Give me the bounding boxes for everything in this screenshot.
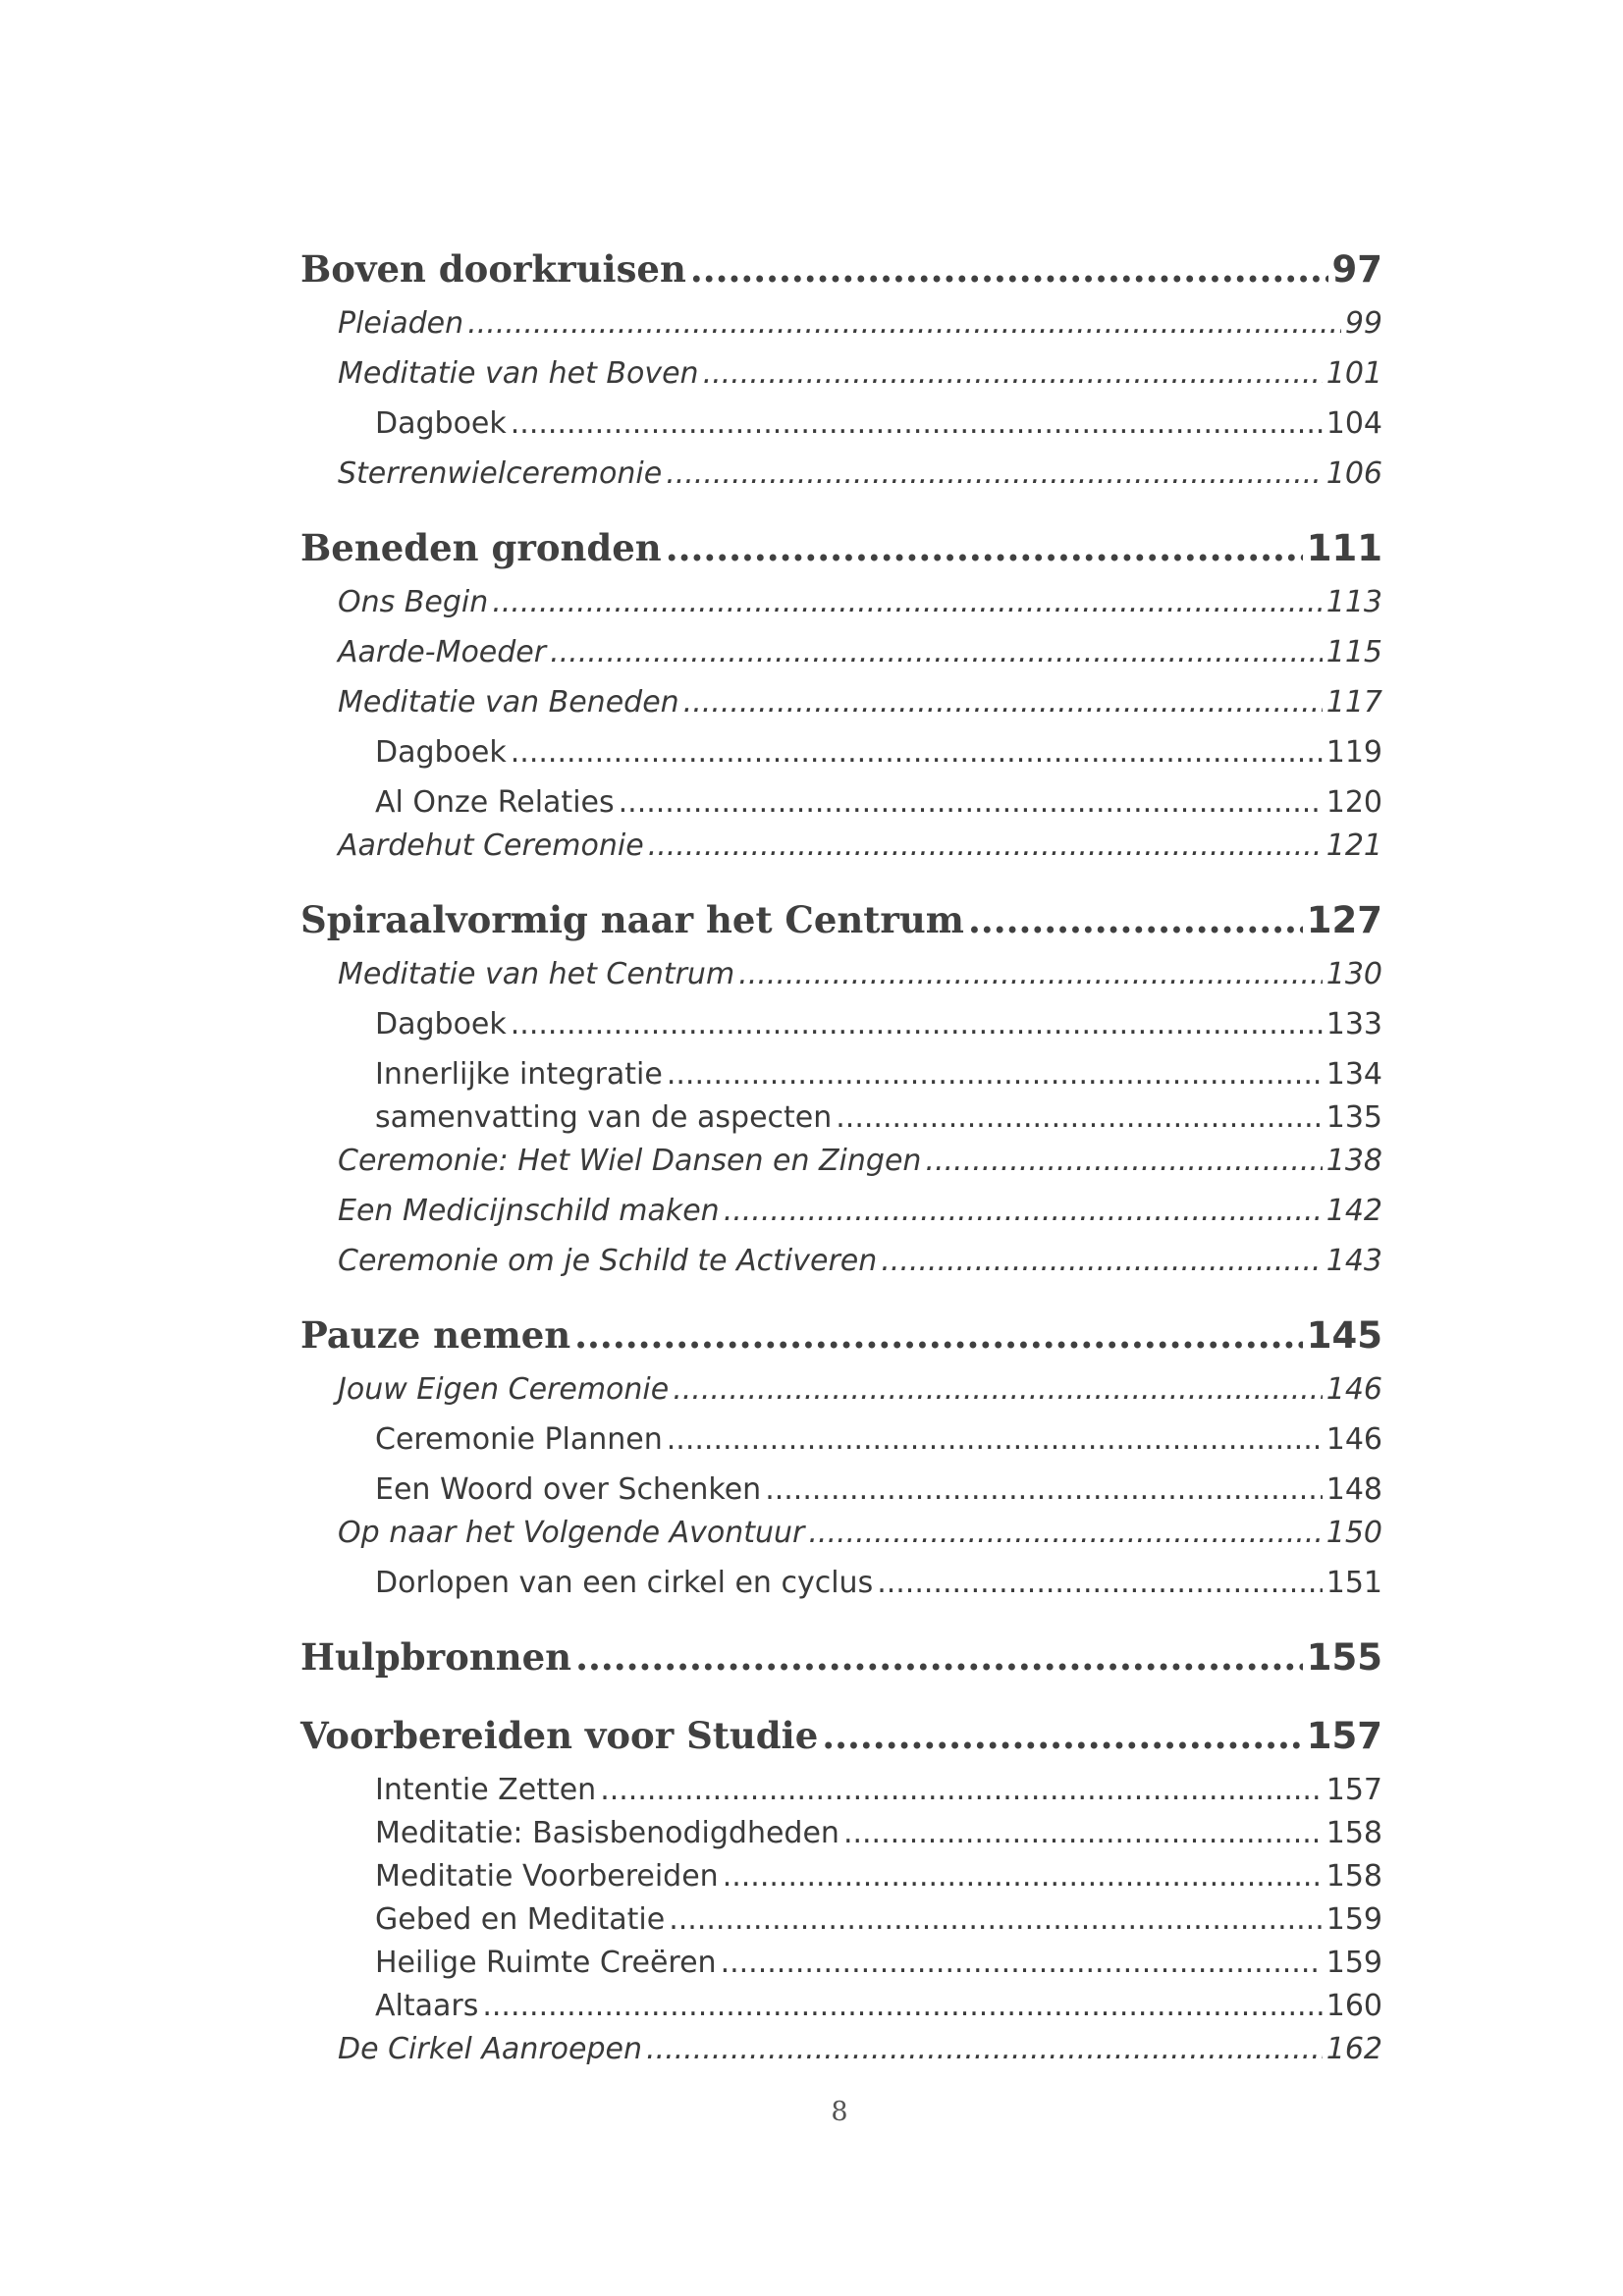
- toc-entry-level-1: [300, 1635, 1382, 1694]
- table-of-contents: [300, 247, 1382, 2082]
- toc-entry-title: Altaars: [375, 1989, 479, 2023]
- dot-leader: [600, 1773, 1323, 1807]
- toc-entry-level-2: [300, 635, 1382, 685]
- toc-entry-level-2: [300, 1144, 1382, 1194]
- toc-entry-title: Pauze nemen: [300, 1313, 571, 1357]
- toc-entry-page: 119: [1325, 735, 1382, 770]
- dot-leader: [968, 898, 1303, 941]
- toc-entry-level-3: [300, 406, 1382, 456]
- toc-entry-title: Ceremonie: Het Wiel Dansen en Zingen: [338, 1144, 922, 1178]
- dot-leader: [648, 828, 1323, 863]
- toc-entry-level-1: [300, 898, 1382, 957]
- dot-leader: [822, 1714, 1302, 1757]
- toc-entry-page: 133: [1325, 1007, 1382, 1041]
- toc-entry-title: Jouw Eigen Ceremonie: [338, 1372, 670, 1407]
- dot-leader: [575, 1635, 1303, 1679]
- toc-entry-page: 115: [1325, 635, 1382, 669]
- toc-entry-level-3: [300, 1422, 1382, 1472]
- toc-entry-level-3: [300, 1566, 1382, 1616]
- toc-entry-level-2: [300, 1516, 1382, 1566]
- toc-entry-level-2: [300, 2032, 1382, 2082]
- dot-leader: [511, 735, 1323, 770]
- toc-entry-page: 160: [1325, 1989, 1382, 2023]
- toc-entry-level-2: [300, 957, 1382, 1007]
- toc-entry-page: 158: [1325, 1816, 1382, 1850]
- toc-entry-title: Aardehut Ceremonie: [338, 828, 644, 863]
- toc-entry-page: 146: [1325, 1422, 1382, 1457]
- toc-entry-page: 111: [1306, 527, 1382, 569]
- toc-entry-page: 150: [1325, 1516, 1382, 1550]
- toc-entry-title: Voorbereiden voor Studie: [300, 1714, 819, 1757]
- dot-leader: [666, 526, 1303, 569]
- toc-entry-title: Ons Begin: [338, 585, 489, 619]
- toc-entry-level-3: [300, 1007, 1382, 1057]
- toc-entry-page: 121: [1325, 828, 1382, 863]
- toc-entry-page: 117: [1325, 685, 1382, 720]
- dot-leader: [673, 1372, 1323, 1407]
- dot-leader: [511, 1007, 1323, 1041]
- toc-entry-title: Intentie Zetten: [375, 1773, 597, 1807]
- toc-entry-page: 159: [1325, 1946, 1382, 1980]
- toc-entry-level-2: [300, 1244, 1382, 1294]
- toc-entry-level-3: [300, 735, 1382, 785]
- toc-entry-title: Aarde-Moeder: [338, 635, 547, 669]
- toc-entry-title: Een Medicijnschild maken: [338, 1194, 720, 1228]
- toc-entry-page: 162: [1325, 2032, 1382, 2066]
- toc-entry-level-3: [300, 1946, 1382, 1989]
- page-number: 8: [831, 2097, 848, 2127]
- toc-entry-level-3: [300, 1859, 1382, 1902]
- toc-entry-page: 106: [1325, 456, 1382, 491]
- toc-entry-page: 143: [1325, 1244, 1382, 1278]
- toc-entry-page: 101: [1325, 356, 1382, 391]
- toc-entry-title: Dagboek: [375, 1007, 507, 1041]
- toc-entry-title: Beneden gronden: [300, 526, 662, 569]
- toc-entry-title: Innerlijke integratie: [375, 1057, 663, 1092]
- toc-entry-level-3: [300, 1816, 1382, 1859]
- toc-entry-level-3: [300, 785, 1382, 828]
- dot-leader: [703, 356, 1323, 391]
- toc-entry-title: Spiraalvormig naar het Centrum: [300, 898, 964, 941]
- dot-leader: [877, 1566, 1323, 1600]
- dot-leader: [666, 456, 1323, 491]
- toc-entry-title: Meditatie van het Boven: [338, 356, 699, 391]
- dot-leader: [881, 1244, 1322, 1278]
- toc-entry-page: 155: [1306, 1636, 1382, 1679]
- toc-entry-level-1: [300, 247, 1382, 306]
- toc-entry-title: De Cirkel Aanroepen: [338, 2032, 642, 2066]
- toc-entry-level-1: [300, 1313, 1382, 1372]
- dot-leader: [765, 1472, 1323, 1507]
- dot-leader: [492, 585, 1323, 619]
- dot-leader: [808, 1516, 1322, 1550]
- toc-entry-level-3: [300, 1773, 1382, 1816]
- toc-entry-title: Meditatie van het Centrum: [338, 957, 735, 991]
- dot-leader: [843, 1816, 1323, 1850]
- toc-entry-title: Hulpbronnen: [300, 1635, 572, 1679]
- toc-entry-title: Meditatie van Beneden: [338, 685, 679, 720]
- dot-leader: [667, 1422, 1323, 1457]
- toc-entry-level-2: [300, 828, 1382, 879]
- toc-entry-title: Meditatie: Basisbenodigdheden: [375, 1816, 839, 1850]
- toc-entry-page: 97: [1331, 248, 1382, 291]
- toc-entry-page: 142: [1325, 1194, 1382, 1228]
- toc-entry-title: Heilige Ruimte Creëren: [375, 1946, 717, 1980]
- toc-entry-page: 120: [1325, 785, 1382, 820]
- toc-entry-title: Dagboek: [375, 735, 507, 770]
- toc-entry-level-1: [300, 1714, 1382, 1773]
- toc-entry-title: Op naar het Volgende Avontuur: [338, 1516, 805, 1550]
- toc-entry-title: Meditatie Voorbereiden: [375, 1859, 719, 1894]
- toc-entry-page: 158: [1325, 1859, 1382, 1894]
- toc-entry-page: 157: [1306, 1715, 1382, 1757]
- toc-entry-page: 99: [1344, 306, 1382, 341]
- dot-leader: [738, 957, 1323, 991]
- toc-entry-level-2: [300, 306, 1382, 356]
- dot-leader: [511, 406, 1323, 441]
- toc-entry-page: 135: [1325, 1100, 1382, 1135]
- dot-leader: [482, 1989, 1322, 2023]
- toc-entry-title: Ceremonie om je Schild te Activeren: [338, 1244, 878, 1278]
- toc-entry-title: Boven doorkruisen: [300, 247, 686, 291]
- dot-leader: [683, 685, 1323, 720]
- toc-entry-page: 145: [1306, 1314, 1382, 1357]
- dot-leader: [723, 1859, 1323, 1894]
- toc-entry-level-2: [300, 456, 1382, 507]
- toc-entry-title: Dorlopen van een cirkel en cyclus: [375, 1566, 874, 1600]
- dot-leader: [619, 785, 1323, 820]
- toc-entry-page: 148: [1325, 1472, 1382, 1507]
- toc-entry-title: Pleiaden: [338, 306, 464, 341]
- toc-entry-level-2: [300, 1194, 1382, 1244]
- toc-entry-page: 127: [1306, 899, 1382, 941]
- toc-entry-level-3: [300, 1902, 1382, 1946]
- toc-entry-level-2: [300, 685, 1382, 735]
- dot-leader: [721, 1946, 1323, 1980]
- dot-leader: [836, 1100, 1322, 1135]
- toc-entry-page: 159: [1325, 1902, 1382, 1937]
- toc-entry-level-2: [300, 356, 1382, 406]
- dot-leader: [550, 635, 1323, 669]
- toc-entry-title: Al Onze Relaties: [375, 785, 615, 820]
- dot-leader: [667, 1057, 1323, 1092]
- dot-leader: [724, 1194, 1323, 1228]
- toc-entry-page: 146: [1325, 1372, 1382, 1407]
- toc-entry-page: 138: [1325, 1144, 1382, 1178]
- toc-entry-page: 130: [1325, 957, 1382, 991]
- dot-leader: [690, 247, 1328, 291]
- toc-entry-level-3: [300, 1989, 1382, 2032]
- toc-entry-page: 157: [1325, 1773, 1382, 1807]
- toc-entry-page: 104: [1325, 406, 1382, 441]
- toc-entry-page: 134: [1325, 1057, 1382, 1092]
- toc-entry-level-1: [300, 526, 1382, 585]
- dot-leader: [646, 2032, 1323, 2066]
- toc-entry-title: Dagboek: [375, 406, 507, 441]
- toc-entry-title: Een Woord over Schenken: [375, 1472, 762, 1507]
- toc-entry-level-3: [300, 1057, 1382, 1100]
- toc-entry-level-2: [300, 585, 1382, 635]
- toc-entry-page: 151: [1325, 1566, 1382, 1600]
- toc-entry-title: Sterrenwielceremonie: [338, 456, 663, 491]
- toc-entry-title: Ceremonie Plannen: [375, 1422, 663, 1457]
- dot-leader: [925, 1144, 1322, 1178]
- toc-entry-title: Gebed en Meditatie: [375, 1902, 666, 1937]
- toc-entry-page: 113: [1325, 585, 1382, 619]
- toc-entry-level-2: [300, 1372, 1382, 1422]
- toc-entry-level-3: [300, 1100, 1382, 1144]
- dot-leader: [669, 1902, 1323, 1937]
- dot-leader: [467, 306, 1341, 341]
- toc-entry-level-3: [300, 1472, 1382, 1516]
- toc-entry-title: samenvatting van de aspecten: [375, 1100, 833, 1135]
- dot-leader: [574, 1313, 1303, 1357]
